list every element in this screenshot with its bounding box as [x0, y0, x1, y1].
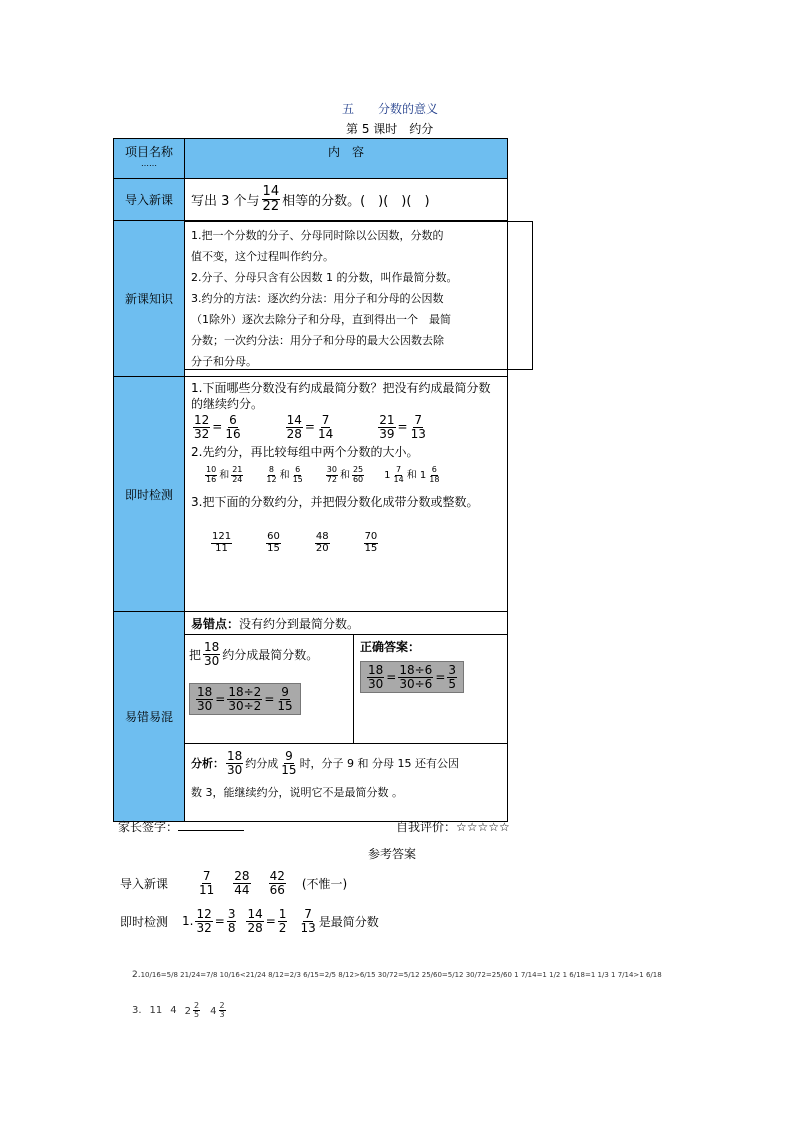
intro-label: [114, 179, 185, 221]
knowledge-line: 3.约分的方法：逐次约分法：用分子和分母的公因数: [191, 292, 444, 305]
intro-text-post: 相等的分数。( )( )( ): [282, 194, 430, 209]
header-item-text: 项目名称: [124, 145, 173, 159]
mistake-content: [185, 612, 508, 822]
check-q1-items: [191, 414, 501, 440]
analysis-text3: 数 3，能继续约分，说明它不是最简分数 。: [191, 786, 403, 800]
analysis-label: 分析：: [191, 757, 224, 771]
intro-frac-n: 14: [262, 184, 280, 200]
check-q1: 1.下面哪些分数没有约成最简分数？把没有约成最简分数的继续约分。: [191, 381, 491, 411]
q3-item: $\frac{48}{20}$: [315, 531, 329, 554]
q3-item: $\frac{70}{15}$: [364, 531, 378, 554]
answers-check2: 2.10/16=5/8 21/24=7/8 10/16<21/24 8/12=2/3 6/15=2/5 8/12>6/15 30/72=5/12 25/60=5/12 30/72=25/60 1 7/14=1 1/2 1 6/18=1 1/3 1 7/14>1 6/18: [132, 970, 662, 980]
knowledge-label-text: 新课知识: [124, 292, 173, 306]
q1-item: $\frac{14}{28}$ = $\frac{7}{14}$: [286, 413, 334, 441]
knowledge-content: [185, 221, 508, 377]
answers-check1-tail: 是最简分数: [318, 914, 379, 929]
parent-signature: [118, 818, 244, 835]
correct-answer-image: $\frac{18}{30}$ = $\frac{18\div 6}{30\div 6}$ = $\frac{3}{5}$: [360, 661, 464, 693]
check-q2: 2.先约分，再比较每组中两个分数的大小。: [191, 445, 419, 460]
mistake-point: [185, 612, 507, 635]
intro-fraction: [262, 185, 281, 213]
answers-intro-note: (不惟一): [301, 876, 348, 891]
mistake-analysis: 分析： $\frac{18}{30}$ 约分成 $\frac{9}{15}$ 时，分子 9 和 分母 15 还有公因 数 3，能继续约分，说明它不是最简分数 。: [185, 744, 507, 806]
q3-item: $\frac{60}{15}$: [267, 531, 280, 554]
mistake-label: [114, 612, 185, 822]
check-q3-items: [191, 532, 501, 554]
answers-check1: 即时检测 1. $\frac{12}{32}$ = $\frac{3}{8}$ $\frac{14}{28}$ = $\frac{1}{2}$ $\frac{7}{13}$ 是最简分数: [120, 907, 379, 935]
answers-title: 参考答案: [368, 847, 417, 861]
header-content-text: 内 容: [327, 145, 364, 159]
mistake-point-label: 易错点：: [191, 617, 240, 631]
check-q2-items: [191, 466, 501, 484]
knowledge-line: 值不变，这个过程叫作约分。: [191, 250, 334, 263]
check-content: [185, 377, 508, 612]
wrong-answer-image: $\frac{18}{30}$ = $\frac{18\div 2}{30\div 2}$ = $\frac{9}{15}$: [189, 683, 301, 715]
q3-item: $\frac{121}{11}$: [212, 531, 232, 554]
mistake-problem: 把 $\frac{18}{30}$ 约分成最简分数。 $\frac{18}{30}$ = $\frac{18\div 2}{30\div 2}$ = $\frac{9}{15}$: [185, 635, 354, 743]
answers-check-label: 即时检测: [120, 914, 169, 929]
q1-item: $\frac{12}{32}$ = $\frac{6}{16}$: [194, 413, 241, 441]
knowledge-line: 1.把一个分数的分子、分母同时除以公因数，分数的: [191, 229, 444, 242]
q2-item: 1 $\frac{7}{14}$ 和 1 $\frac{6}{18}$: [384, 465, 440, 484]
q2-item: $\frac{10}{16}$ 和 $\frac{21}{24}$: [206, 465, 243, 484]
page-title: 五 分数的意义: [342, 102, 439, 116]
knowledge-line: 2.分子、分母只含有公因数 1 的分数，叫作最简分数。: [191, 271, 458, 284]
answers-intro: 导入新课 $\frac{7}{11}$ $\frac{28}{44}$ $\frac{42}{66}$ (不惟一): [120, 869, 348, 897]
knowledge-label: [114, 221, 185, 377]
correct-answer: [354, 635, 507, 743]
problem-post: 约分成最简分数。: [222, 647, 319, 662]
knowledge-line: 分子和分母。: [191, 355, 257, 368]
answers-intro-label: 导入新课: [120, 876, 169, 891]
answers-check1-prefix: 1.: [182, 914, 194, 929]
correct-label: 正确答案：: [360, 640, 421, 654]
lesson-subtitle: 第 5 课时 约分: [346, 122, 434, 136]
q2-item: $\frac{8}{12}$ 和 $\frac{6}{15}$: [266, 465, 303, 484]
header-item-name: [114, 139, 185, 179]
problem-pre: 把: [189, 647, 202, 662]
intro-content: [185, 179, 508, 221]
q2-item: $\frac{30}{72}$ 和 $\frac{25}{60}$: [326, 465, 364, 484]
check-label-text: 即时检测: [124, 487, 173, 502]
knowledge-line: （1除外）逐次去除分子和分母，直到得出一个 最简: [191, 313, 451, 326]
intro-label-text: 导入新课: [124, 193, 173, 207]
check-label: [114, 377, 185, 612]
q1-item: $\frac{21}{39}$ = $\frac{7}{13}$: [379, 413, 426, 441]
intro-text-pre: 写出 3 个与: [191, 194, 260, 209]
lesson-table: [113, 138, 508, 822]
header-content: [185, 139, 508, 179]
parent-signature-label: 家长签字：: [118, 820, 179, 834]
mistake-label-text: 易错易混: [124, 710, 173, 724]
knowledge-line: 分数；一次约分法：用分子和分母的最大公因数去除: [191, 334, 444, 347]
signature-line[interactable]: [178, 830, 244, 831]
answers-check2-text: 10/16=5/8 21/24=7/8 10/16<21/24 8/12=2/3 6/15=2/5 8/12>6/15 30/72=5/12 25/60=5/12 30/72=25/60 1 7/14=1 1/2 1 6/18=1 1/3 1 7/14>1 6/18: [140, 971, 662, 979]
mistake-point-text: 没有约分到最简分数。: [239, 617, 360, 631]
analysis-text2: 时，分子 9 和 分母 15 还有公因: [299, 757, 460, 771]
check-q3: 3.把下面的分数约分，并把假分数化成带分数或整数。: [191, 495, 479, 510]
answers-check3: 3. 11 4 2 $\frac{2}{5}$ 4 $\frac{2}{3}$: [132, 1001, 225, 1020]
header-item-small: ……: [141, 159, 157, 168]
analysis-text1: 约分成: [245, 757, 279, 771]
intro-frac-d: 22: [262, 199, 280, 214]
self-evaluation: 自我评价：☆☆☆☆☆: [396, 820, 510, 834]
